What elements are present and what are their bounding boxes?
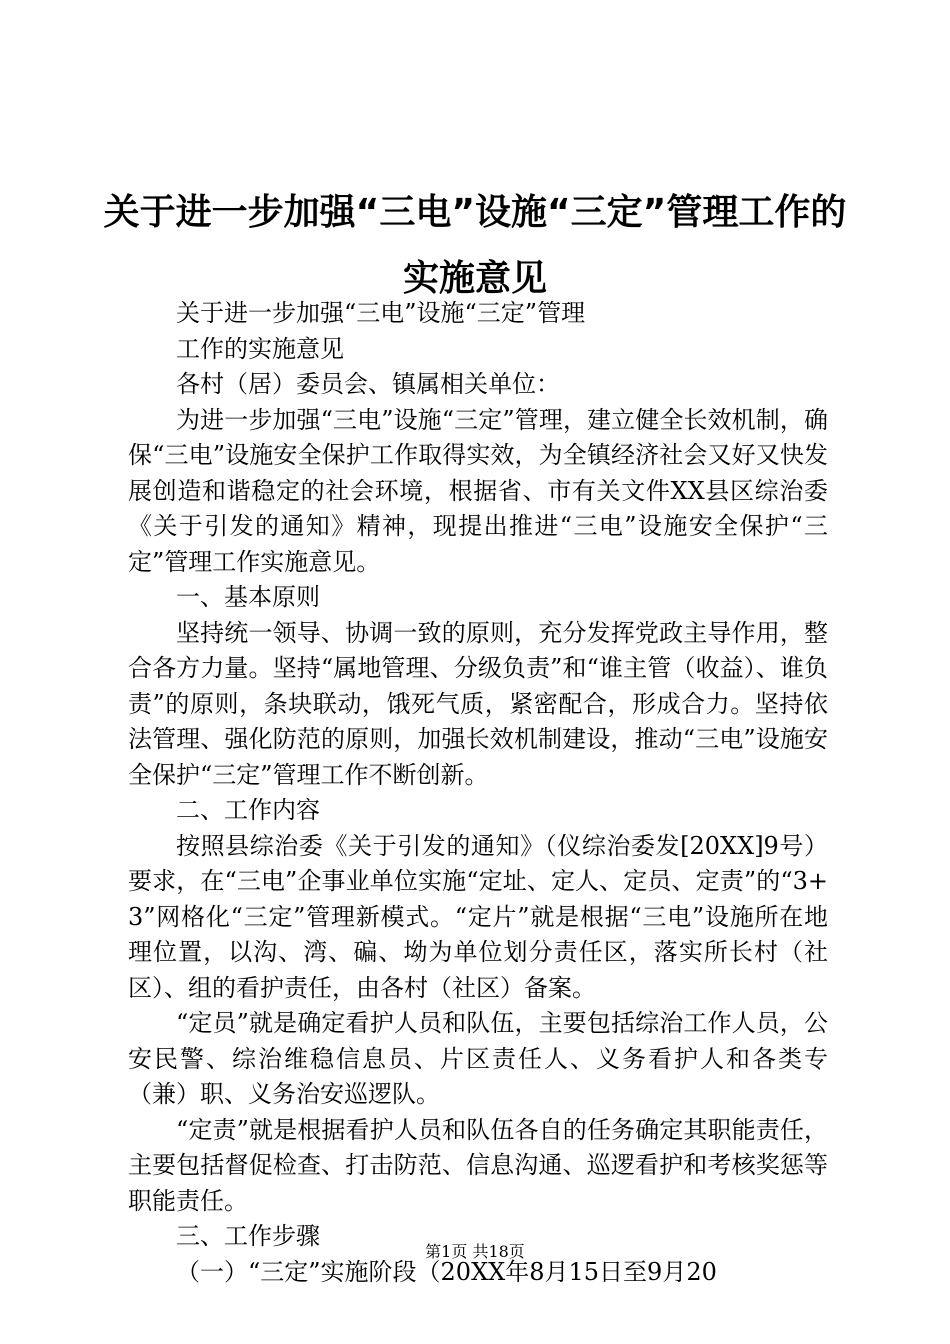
paragraph: 各村（居）委员会、镇属相关单位： (176, 370, 560, 398)
paragraph: （一）“三定”实施阶段（20XX年8月15日至9月20 (176, 1257, 717, 1286)
paragraph: 工作的实施意见 (176, 334, 344, 363)
paragraph: 按照县综治委《关于引发的通知》（仪综治委发[20XX]9号）要求，在“三电”企事业单位实施“定址、定人、定员、定责”的“3+3”网格化“三定”管理新模式。“定片”就是根据“三电”设施所在地理位置，以沟、湾、碥、坳为单位划分责任区，落实所长村（社区）、组的看护责任，由各村（社区）备案。 (128, 831, 828, 1002)
section-heading: 二、工作内容 (176, 796, 320, 824)
paragraph: 关于进一步加强“三电”设施“三定”管理 (176, 299, 586, 327)
section-heading: 一、基本原则 (176, 583, 320, 611)
paragraph: 为进一步加强“三电”设施“三定”管理，建立健全长效机制，确保“三电”设施安全保护工作取得实效，为全镇经济社会又好又快发展创造和谐稳定的社会环境，根据省、市有关文件XX县区综治委《关于引发的通知》精神，现提出推进“三电”设施安全保护“三定”管理工作实施意见。 (128, 405, 828, 576)
paragraph: 坚持统一领导、协调一致的原则，充分发挥党政主导作用，整合各方力量。坚持“属地管理、分级负责”和“谁主管（收益）、谁负责”的原则，条块联动，饿死气质，紧密配合，形成合力。坚持依法管理、强化防范的原则，加强长效机制建设，推动“三电”设施安全保护“三定”管理工作不断创新。 (128, 618, 828, 789)
page-footer: 第1页 共18页 (425, 1242, 525, 1261)
document-body (128, 296, 828, 1290)
paragraph: “定责”就是根据看护人员和队伍各自的任务确定其职能责任，主要包括督促检查、打击防范、信息沟通、巡逻看护和考核奖惩等职能责任。 (128, 1115, 828, 1215)
paragraph: “定员”就是确定看护人员和队伍，主要包括综治工作人员，公安民警、综治维稳信息员、片区责任人、义务看护人和各类专（兼）职、义务治安巡逻队。 (128, 1009, 828, 1108)
document-title: 关于进一步加强“三电”设施“三定”管理工作的实施意见 (103, 192, 847, 299)
section-heading: 三、工作步骤 (176, 1222, 320, 1250)
